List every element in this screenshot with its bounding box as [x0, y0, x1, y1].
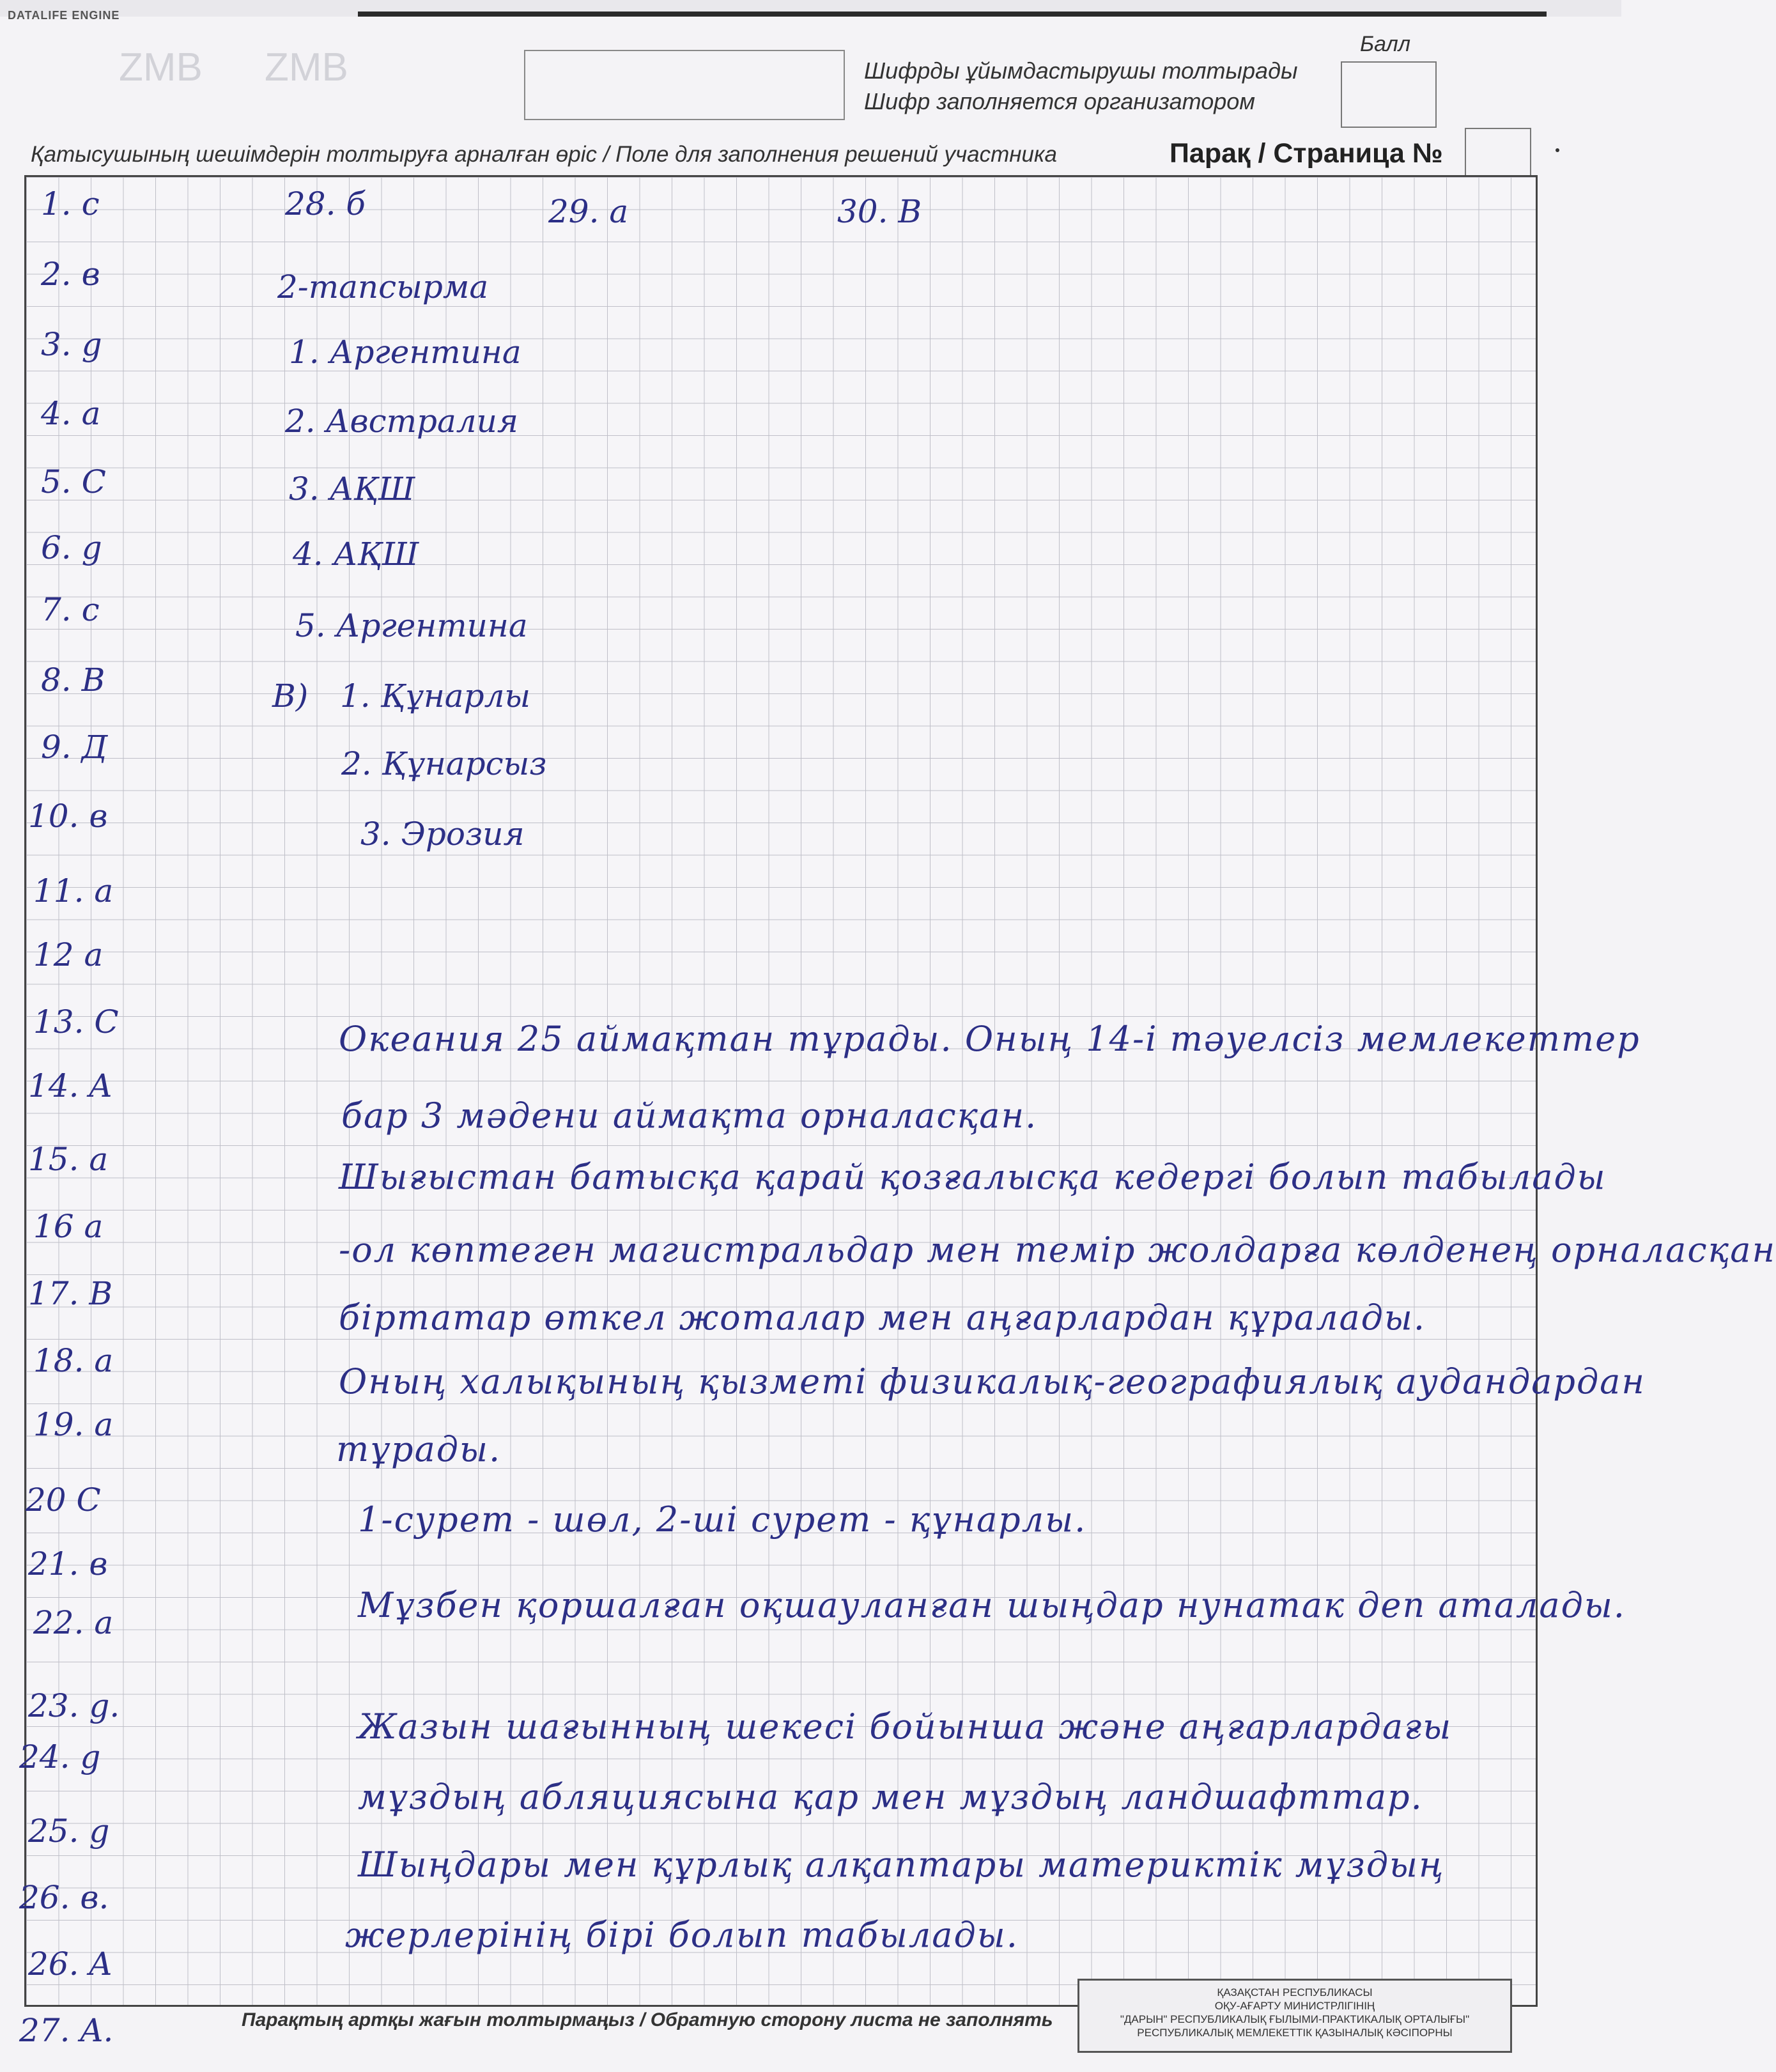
score-label: Балл	[1360, 32, 1411, 56]
task2-item-1: 1. Аргентина	[289, 334, 521, 371]
answer-12: 12 a	[33, 936, 104, 973]
essay-line-1: Океания 25 аймақтан тұрады. Оның 14-і тәуелсіз мемлекеттер	[339, 1019, 1641, 1059]
essay-line-8: 1-сурет - шөл, 2-ші сурет - құнарлы.	[358, 1499, 1087, 1540]
page-number-label: Парақ / Страница №	[1170, 138, 1443, 169]
answer-4: 4. a	[41, 395, 101, 432]
logo	[8, 9, 120, 22]
answer-30: 30. В	[837, 193, 922, 230]
task2-title: 2-тапсырма	[277, 268, 489, 305]
answer-2: 2. в	[41, 256, 100, 293]
essay-line-9: Мұзбен қоршалған оқшауланған шыңдар нунатак деп аталады.	[358, 1585, 1626, 1625]
organization-stamp	[1077, 1979, 1512, 2053]
essay-line-11: мұздың абляциясына қар мен мұздың ландшафттар.	[358, 1777, 1423, 1817]
stamp-line-4: РЕСПУБЛИКАЛЫҚ МЕМЛЕКЕТТІК ҚАЗЫНАЛЫҚ КӘСІПОРНЫ	[1137, 2027, 1453, 2039]
essay-line-12: Шыңдары мен құрлық алқаптары материктік мұздың	[358, 1844, 1445, 1885]
answer-14: 14. A	[28, 1067, 112, 1104]
answer-26b: 26. A	[28, 1945, 112, 1983]
essay-line-3: Шығыстан батысқа қарай қозғалысқа кедергі болып табылады	[339, 1157, 1607, 1197]
answer-26a: 26. в.	[19, 1879, 109, 1916]
answer-25: 25. g	[28, 1813, 110, 1850]
score-box	[1341, 61, 1437, 128]
answer-15: 15. a	[28, 1141, 109, 1178]
answer-22: 22. a	[33, 1604, 114, 1641]
answer-3: 3. g	[41, 326, 102, 363]
answer-1: 1. c	[41, 185, 100, 222]
stamp-line-2: ОҚУ-АҒАРТУ МИНИСТРЛІГІНІҢ	[1214, 2000, 1375, 2012]
watermark-zmb-2: ZMB	[265, 45, 348, 89]
task2-item-4: 4. АҚШ	[293, 536, 419, 573]
stamp-line-1: ҚАЗАҚСТАН РЕСПУБЛИКАСЫ	[1217, 1986, 1373, 1999]
answer-9: 9. Д	[41, 729, 108, 766]
watermark-zmb-1: ZMB	[119, 45, 203, 89]
answer-11: 11. a	[33, 872, 114, 909]
essay-line-6: Оның халықының қызметі физикалық-географиялық аудандардан	[339, 1361, 1646, 1402]
answer-5: 5. C	[41, 463, 106, 500]
answer-29: 29. a	[548, 193, 629, 230]
essay-line-13: жерлерінің бірі болып табылады.	[345, 1915, 1019, 1955]
answer-20: 20 C	[26, 1481, 101, 1519]
answer-8: 8. В	[41, 661, 105, 699]
task2-b-label: В)	[272, 677, 309, 715]
answer-19: 19. a	[33, 1406, 114, 1443]
task2-b-item-1: 1. Құнарлы	[340, 677, 531, 715]
answer-24: 24. g	[19, 1738, 101, 1775]
essay-line-2: бар 3 мәдени аймақта орналасқан.	[341, 1095, 1038, 1136]
logo-text: DATALIFE ENGINE	[8, 9, 120, 22]
answer-17: 17. В	[28, 1275, 113, 1312]
task2-b-item-2: 2. Құнарсыз	[341, 745, 547, 782]
cipher-box	[524, 50, 845, 120]
task2-item-5: 5. Аргентина	[295, 607, 528, 644]
answer-10: 10. в	[28, 798, 108, 835]
answer-16: 16 a	[33, 1208, 104, 1245]
task2-item-2: 2. Австралия	[285, 403, 518, 440]
top-border-line	[358, 12, 1547, 17]
page-number-box	[1465, 128, 1531, 182]
essay-line-7: тұрады.	[336, 1429, 502, 1469]
task2-item-3: 3. АҚШ	[289, 470, 415, 507]
organizer-text-ru: Шифр заполняется организатором	[864, 88, 1255, 114]
answer-7: 7. c	[41, 591, 100, 628]
stamp-line-3: "ДАРЫН" РЕСПУБЛИКАЛЫҚ ҒЫЛЫМИ-ПРАКТИКАЛЫҚ ОРТАЛЫҒЫ"	[1120, 2013, 1470, 2025]
answer-13: 13. C	[33, 1003, 119, 1040]
task2-b-item-3: 3. Эрозия	[360, 816, 525, 853]
answer-28: 28. б	[285, 185, 366, 222]
organizer-text-kz: Шифрды ұйымдастырушы толтырады	[864, 58, 1298, 84]
answer-23: 23. g.	[28, 1687, 120, 1724]
essay-line-4: -ол көптеген магистральдар мен темір жолдарға көлденең орналасқан	[339, 1230, 1776, 1270]
scan-dot	[1556, 148, 1559, 152]
footer-note: Парақтың артқы жағын толтырмаңыз / Обратную сторону листа не заполнять	[242, 2009, 1053, 2030]
answer-27: 27. A.	[19, 2012, 114, 2049]
answer-6: 6. g	[41, 529, 102, 566]
essay-line-5: біртатар өткел жоталар мен аңғарлардан құралады.	[339, 1297, 1426, 1338]
answer-21: 21. в	[28, 1545, 108, 1582]
essay-line-10: Жазын шағынның шекесі бойынша және аңғарлардағы	[358, 1706, 1453, 1747]
field-title: Қатысушының шешімдерін толтыруға арналған өріс / Поле для заполнения решений участника	[31, 142, 1058, 167]
answer-18: 18. a	[33, 1342, 114, 1379]
